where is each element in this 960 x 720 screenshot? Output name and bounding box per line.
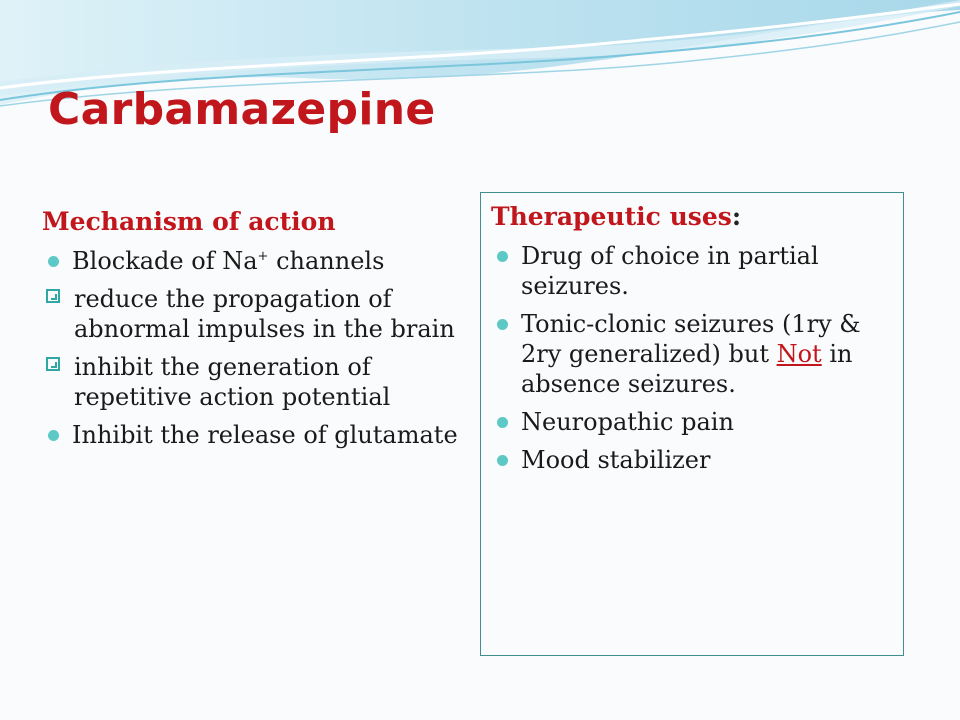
item-text: Tonic-clonic seizures (1ry & 2ry generalized) but Not in absence seizures. bbox=[521, 310, 861, 398]
not-emphasis: Not bbox=[776, 340, 822, 368]
checkbox-bullet-icon bbox=[46, 357, 60, 371]
round-bullet-icon bbox=[497, 417, 508, 428]
checkbox-bullet-icon bbox=[46, 289, 60, 303]
round-bullet-icon bbox=[497, 319, 508, 330]
list-item bbox=[491, 445, 897, 475]
list-item bbox=[42, 420, 464, 450]
mechanism-heading: Mechanism of action bbox=[42, 207, 336, 236]
list-item bbox=[42, 352, 464, 412]
slide-title: Carbamazepine bbox=[48, 84, 436, 135]
mechanism-section bbox=[42, 206, 464, 458]
item-text: inhibit the generation of repetitive action potential bbox=[74, 353, 391, 411]
round-bullet-icon bbox=[497, 455, 508, 466]
item-text: Blockade of Na+ channels bbox=[72, 247, 385, 275]
item-text: Inhibit the release of glutamate bbox=[72, 421, 458, 449]
round-bullet-icon bbox=[48, 256, 59, 267]
therapeutic-heading: Therapeutic uses: bbox=[491, 202, 742, 231]
round-bullet-icon bbox=[497, 251, 508, 262]
item-text: Drug of choice in partial seizures. bbox=[521, 242, 819, 300]
item-text: Mood stabilizer bbox=[521, 446, 711, 474]
item-text: reduce the propagation of abnormal impulses in the brain bbox=[74, 285, 455, 343]
list-item bbox=[42, 284, 464, 344]
therapeutic-uses-box bbox=[480, 192, 904, 656]
round-bullet-icon bbox=[48, 430, 59, 441]
list-item bbox=[491, 241, 897, 301]
list-item bbox=[42, 246, 464, 276]
list-item bbox=[491, 309, 897, 399]
list-item bbox=[491, 407, 897, 437]
item-text: Neuropathic pain bbox=[521, 408, 734, 436]
